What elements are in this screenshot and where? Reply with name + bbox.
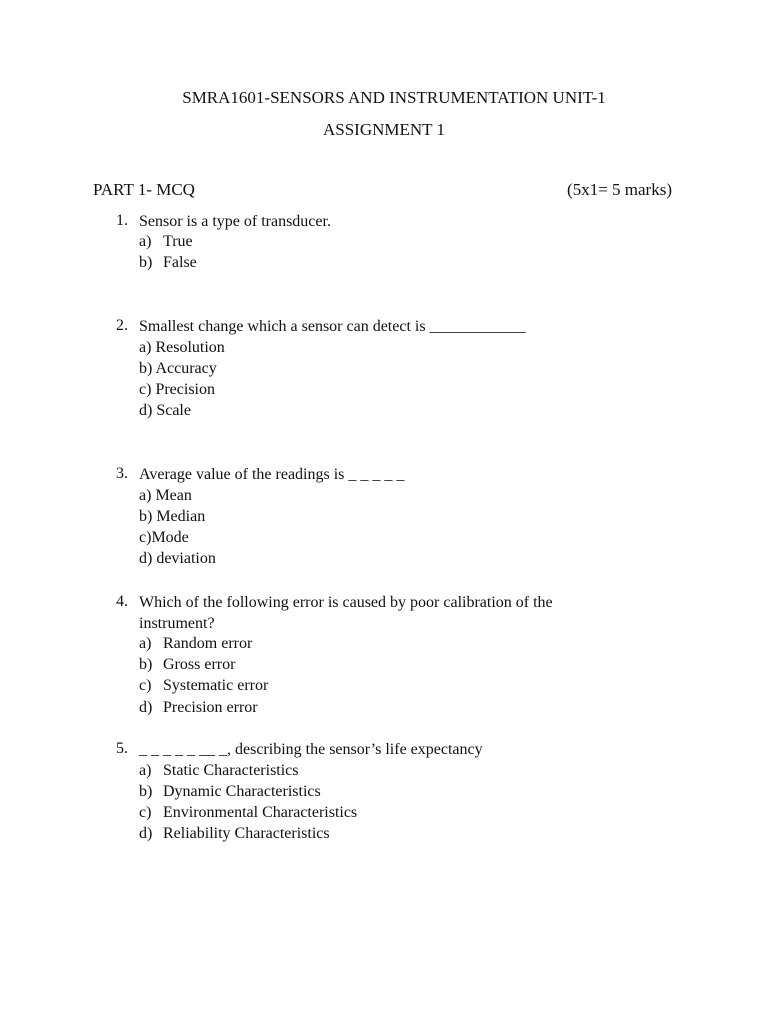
document-title: SMRA1601-SENSORS AND INSTRUMENTATION UNIT-1: [182, 88, 606, 107]
question-text: _ _ _ _ _ __ _, describing the sensor’s life expectancy: [139, 741, 483, 758]
question-text: Sensor is a type of transducer.: [139, 213, 331, 230]
option-letter: a): [139, 339, 152, 356]
option-text: Precision error: [163, 699, 258, 716]
option-text: Precision: [155, 381, 215, 398]
option-letter: c): [139, 381, 152, 398]
option-letter: d): [139, 699, 153, 716]
option-letter: c): [139, 677, 152, 694]
option-item: [139, 803, 358, 823]
question-number: 5.: [116, 740, 128, 757]
question-text: instrument?: [139, 615, 215, 632]
option-text: Median: [156, 508, 206, 525]
option-item: [139, 380, 215, 400]
option-item: [139, 782, 321, 802]
option-text: Scale: [156, 402, 191, 419]
option-letter: b): [139, 508, 153, 525]
option-letter: c): [139, 804, 152, 821]
option-letter: d): [139, 402, 153, 419]
option-item: [139, 359, 217, 379]
option-text: Random error: [163, 635, 253, 652]
option-letter: a): [139, 487, 152, 504]
assignment-subtitle: ASSIGNMENT 1: [322, 120, 445, 139]
option-letter: a): [139, 635, 152, 652]
question-number: 3.: [116, 465, 128, 482]
option-text: Mean: [155, 487, 192, 504]
part-label: PART 1- MCQ: [93, 180, 195, 199]
option-letter: d): [139, 825, 153, 842]
option-letter: d): [139, 550, 153, 567]
option-text: Dynamic Characteristics: [163, 783, 321, 800]
option-text: Gross error: [163, 656, 236, 673]
question-text: Smallest change which a sensor can detect is ____________: [139, 318, 526, 335]
option-text: Static Characteristics: [163, 762, 299, 779]
option-item: [139, 232, 193, 252]
option-item: [139, 253, 197, 273]
option-text: True: [163, 233, 193, 250]
option-item: [139, 549, 216, 569]
question-text: Average value of the readings is _ _ _ _ _: [139, 466, 405, 483]
option-text: Systematic error: [163, 677, 269, 694]
option-item: [139, 338, 225, 358]
option-text: Resolution: [155, 339, 225, 356]
option-text: Reliability Characteristics: [163, 825, 330, 842]
marks-label: (5x1= 5 marks): [567, 180, 672, 199]
option-letter: a): [139, 233, 152, 250]
question-number: 1.: [116, 212, 128, 229]
option-letter: b): [139, 254, 153, 271]
option-letter: b): [139, 360, 153, 377]
option-item: [139, 761, 299, 781]
option-text: False: [163, 254, 197, 271]
option-item: [139, 528, 189, 548]
option-text: Accuracy: [155, 360, 217, 377]
option-letter: a): [139, 762, 152, 779]
option-item: [139, 655, 236, 675]
option-text: Mode: [151, 529, 189, 546]
option-item: [139, 824, 330, 844]
question-text: Which of the following error is caused by poor calibration of the: [139, 594, 553, 611]
question-number: 2.: [116, 317, 128, 334]
question-number: 4.: [116, 593, 128, 610]
option-letter: b): [139, 656, 153, 673]
option-item: [139, 486, 192, 506]
option-text: Environmental Characteristics: [163, 804, 358, 821]
option-text: deviation: [156, 550, 216, 567]
option-letter: c): [139, 529, 152, 546]
option-item: [139, 676, 269, 696]
option-item: [139, 401, 191, 421]
option-item: [139, 634, 253, 654]
option-item: [139, 507, 205, 527]
option-letter: b): [139, 783, 153, 800]
option-item: [139, 698, 258, 718]
